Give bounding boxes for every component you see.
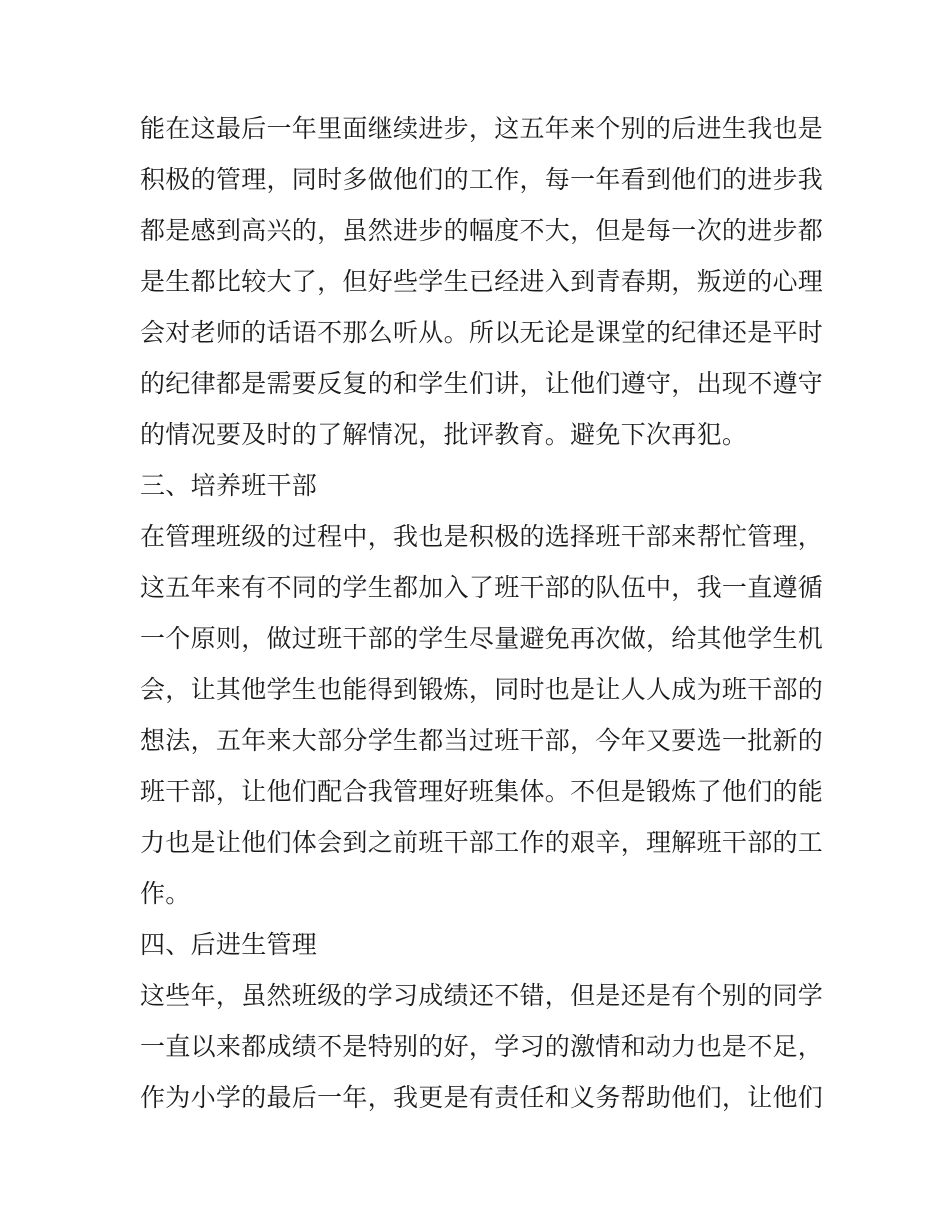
text-line-20: 作为小学的最后一年，我更是有责任和义务帮助他们，让他们 [140,1083,824,1112]
text-line-16: 作。 [140,879,191,908]
text-line-5: 会对老师的话语不那么听从。所以无论是课堂的纪律还是平时 [140,318,824,347]
text-line-9: 在管理班级的过程中，我也是积极的选择班干部来帮忙管理， [140,522,824,551]
text-line-7: 的情况要及时的了解情况，批评教育。避免下次再犯。 [140,420,748,449]
section-heading-3: 三、培养班干部 [140,471,318,500]
text-line-15: 力也是让他们体会到之前班干部工作的艰辛，理解班干部的工 [140,828,824,857]
text-line-14: 班干部，让他们配合我管理好班集体。不但是锻炼了他们的能 [140,777,824,806]
text-line-12: 会，让其他学生也能得到锻炼，同时也是让人人成为班干部的 [140,675,824,704]
text-line-3: 都是感到高兴的，虽然进步的幅度不大，但是每一次的进步都 [140,216,824,245]
text-line-1: 能在这最后一年里面继续进步，这五年来个别的后进生我也是 [140,114,824,143]
text-line-10: 这五年来有不同的学生都加入了班干部的队伍中，我一直遵循 [140,573,824,602]
text-line-13: 想法，五年来大部分学生都当过班干部，今年又要选一批新的 [140,726,824,755]
text-line-19: 一直以来都成绩不是特别的好，学习的激情和动力也是不足， [140,1032,824,1061]
text-line-2: 积极的管理，同时多做他们的工作，每一年看到他们的进步我 [140,165,824,194]
section-heading-4: 四、后进生管理 [140,930,318,959]
text-line-11: 一个原则，做过班干部的学生尽量避免再次做，给其他学生机 [140,624,824,653]
text-line-4: 是生都比较大了，但好些学生已经进入到青春期，叛逆的心理 [140,267,824,296]
text-line-6: 的纪律都是需要反复的和学生们讲，让他们遵守，出现不遵守 [140,369,824,398]
text-line-18: 这些年，虽然班级的学习成绩还不错，但是还是有个别的同学 [140,981,824,1010]
document-body [140,103,824,1123]
